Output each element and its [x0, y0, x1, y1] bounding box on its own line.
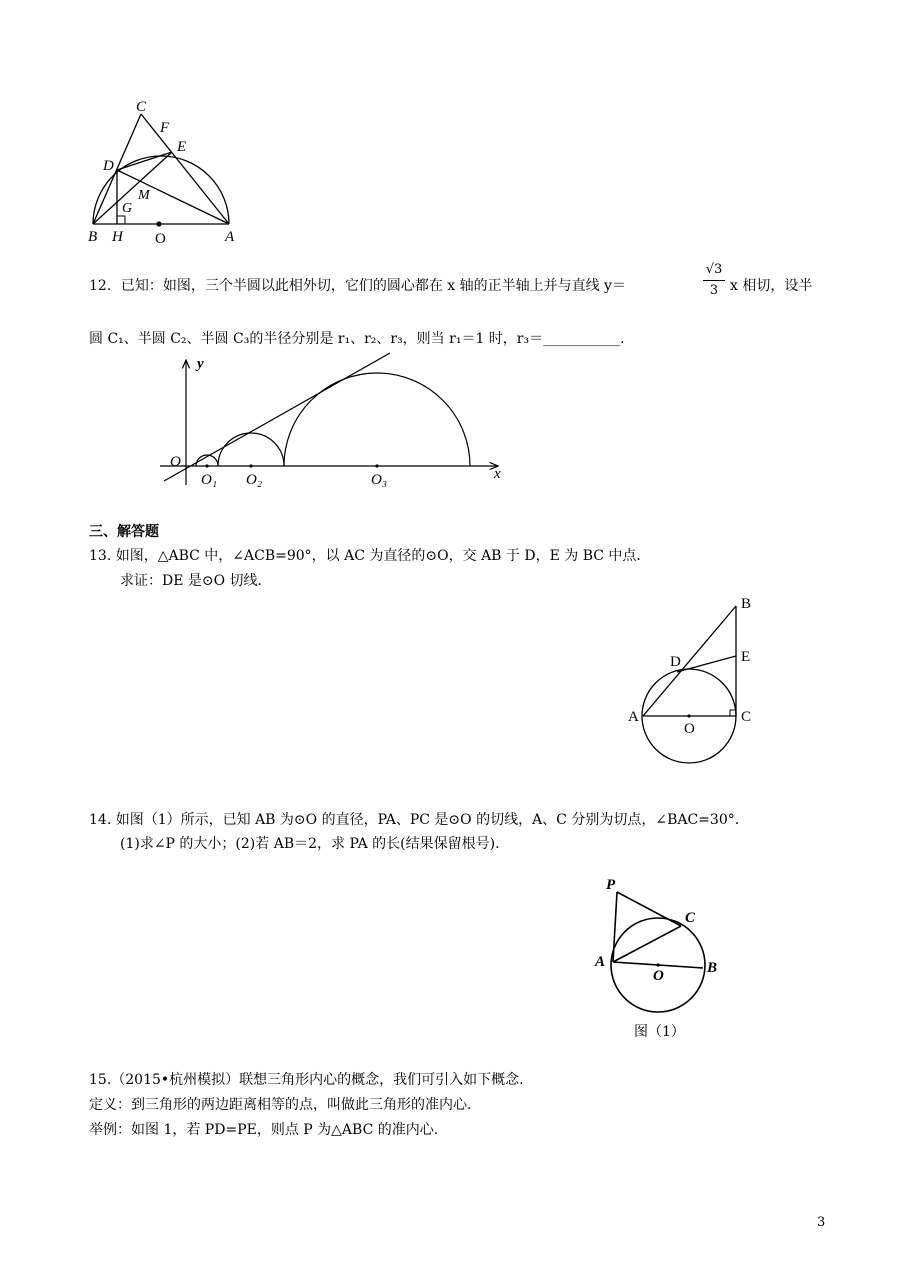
fig12-o3-label: O₃ [371, 472, 388, 488]
q12-line2: 圆 C₁、半圆 C₂、半圆 C₃的半径分别是 r₁、r₂、r₃，则当 r₁＝1 时，r₃＝___________. [89, 331, 625, 347]
fig11-label: G [122, 201, 133, 216]
q12-frac-num: √3 [705, 262, 723, 277]
fig14-label: P [606, 877, 616, 893]
fig11-label: M [138, 188, 150, 203]
fig14-label: C [685, 910, 696, 926]
fig12-origin-label: O [170, 454, 181, 470]
section-heading: 三、解答题 [89, 524, 159, 540]
q15-line3: 举例：如图 1，若 PD=PE，则点 P 为△ABC 的准内心. [89, 1122, 439, 1138]
fig14-label: B [707, 960, 718, 976]
fig11-label: C [136, 99, 147, 115]
fig14-label: O [653, 968, 664, 984]
q12-frac-den: 3 [709, 283, 719, 298]
q13-line2: 求证：DE 是⊙O 切线. [120, 573, 263, 589]
fig11-label: E [177, 139, 187, 155]
fig13-label: O [684, 721, 695, 737]
fig14-label: A [595, 954, 606, 970]
fig13-label: A [628, 709, 639, 725]
q15-line1: 15.（2015•杭州模拟）联想三角形内心的概念，我们可引入如下概念. [89, 1072, 524, 1088]
q14-line2: (1)求∠P 的大小；(2)若 AB＝2，求 PA 的长(结果保留根号). [120, 836, 500, 852]
fig11-label: A [225, 229, 235, 245]
q14-line1: 14. 如图（1）所示，已知 AB 为⊙O 的直径，PA、PC 是⊙O 的切线，A、C 分别为切点，∠BAC=30°. [89, 812, 740, 828]
fig12-y-label: y [197, 356, 204, 372]
fig11-label: F [160, 120, 170, 136]
fig13-label: D [670, 654, 681, 670]
fig11-label: O [155, 231, 166, 247]
fig13-label: C [741, 709, 752, 725]
fig12-x-label: x [494, 466, 501, 482]
q13-line1: 13. 如图，△ABC 中，∠ACB=90°，以 AC 为直径的⊙O，交 AB 于 D，E 为 BC 中点. [89, 548, 641, 564]
fig11-label: B [88, 229, 98, 245]
fig12-o1-label: O₁ [201, 472, 218, 488]
fig14-caption: 图（1） [634, 1024, 685, 1040]
fig13-label: B [741, 596, 752, 612]
fig11-label: H [112, 229, 123, 245]
fig11-label: D [103, 158, 114, 174]
page-number: 3 [817, 1215, 826, 1230]
q15-line2: 定义：到三角形的两边距离相等的点，叫做此三角形的准内心. [89, 1097, 472, 1113]
fig12-o2-label: O₂ [246, 472, 263, 488]
fig13-label: E [741, 649, 751, 665]
q12-line1a: 12．已知：如图，三个半圆以此相外切，它们的圆心都在 x 轴的正半轴上并与直线 y＝ [89, 278, 626, 294]
q12-line1b: x 相切，设半 [730, 278, 813, 294]
